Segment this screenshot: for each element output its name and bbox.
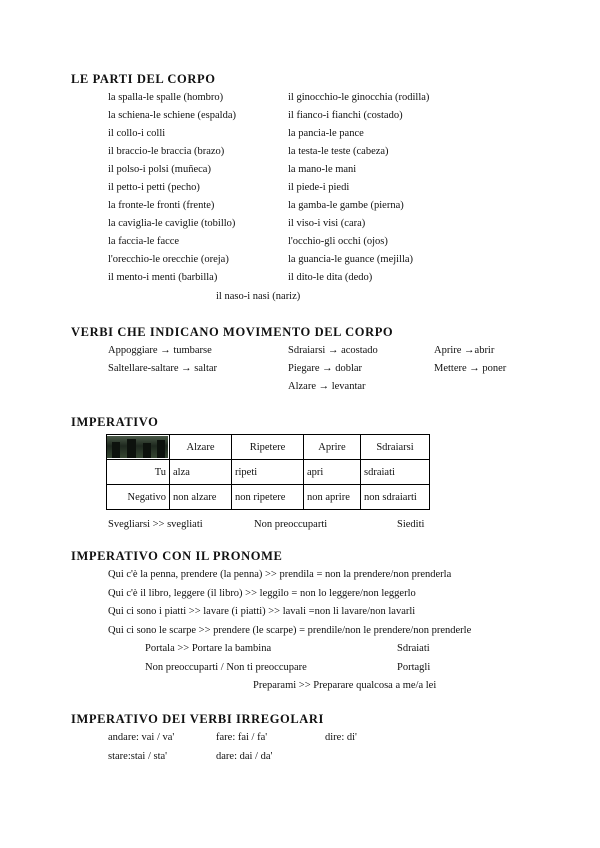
irregular-verb: fare: fai / fa' — [216, 732, 268, 743]
movement-verb: Alzare → levantar — [288, 381, 366, 392]
row-label: Tu — [107, 460, 170, 485]
list-item: la gamba-le gambe (pierna) — [288, 200, 404, 211]
imperative-note: Non preoccuparti — [254, 519, 328, 530]
list-item: il petto-i petti (pecho) — [108, 182, 200, 193]
table-header: Alzare — [170, 435, 232, 460]
irregular-verb: stare:stai / sta' — [108, 751, 168, 762]
table-row — [107, 460, 430, 485]
section-heading-imperative: IMPERATIVO — [71, 415, 159, 429]
imperative-note: Svegliarsi >> svegliati — [108, 519, 203, 530]
table-cell: non aprire — [304, 485, 361, 510]
list-item: la spalla-le spalle (hombro) — [108, 92, 224, 103]
list-item: la fronte-le fronti (frente) — [108, 200, 215, 211]
table-row — [107, 435, 430, 460]
list-item: il piede-i piedi — [288, 182, 350, 193]
table-image-cell — [107, 435, 170, 460]
pronoun-example: Preparami >> Preparare qualcosa a me/a lei — [253, 680, 437, 691]
list-item: la mano-le mani — [288, 164, 357, 175]
list-item: il dito-le dita (dedo) — [288, 272, 373, 283]
movement-verb: Mettere → poner — [434, 363, 507, 374]
irregular-verb: dire: di' — [325, 732, 357, 743]
movement-verb: Piegare → doblar — [288, 363, 363, 374]
table-header: Sdraiarsi — [361, 435, 430, 460]
table-cell: alza — [170, 460, 232, 485]
pronoun-example: Qui ci sono i piatti >> lavare (i piatti) >> lavali =non li lavare/non lavarli — [108, 606, 416, 617]
table-row — [107, 485, 430, 510]
table-cell: non sdraiarti — [361, 485, 430, 510]
body-parts-center-item: il naso-i nasi (nariz) — [216, 291, 301, 302]
list-item: il viso-i visi (cara) — [288, 218, 366, 229]
section-heading-irregular: IMPERATIVO DEI VERBI IRREGOLARI — [71, 712, 324, 726]
row-label: Negativo — [107, 485, 170, 510]
list-item: il polso-i polsi (muñeca) — [108, 164, 211, 175]
imperative-table — [106, 434, 430, 510]
imperative-note: Siediti — [397, 519, 425, 530]
list-item: la faccia-le facce — [108, 236, 180, 247]
table-cell: non alzare — [170, 485, 232, 510]
list-item: la pancia-le pance — [288, 128, 364, 139]
list-item: la schiena-le schiene (espalda) — [108, 110, 236, 121]
table-cell: apri — [304, 460, 361, 485]
pronoun-example: Qui ci sono le scarpe >> prendere (le scarpe) = prendile/non le prendere/non prenderle — [108, 625, 472, 636]
list-item: il ginocchio-le ginocchia (rodilla) — [288, 92, 430, 103]
pronoun-example: Portagli — [397, 662, 431, 673]
pronoun-example: Qui c'è il libro, leggere (il libro) >> leggilo = non lo leggere/non leggerlo — [108, 588, 416, 599]
section-heading-pronoun: IMPERATIVO CON IL PRONOME — [71, 549, 283, 563]
section-heading-body-parts: LE PARTI DEL CORPO — [71, 72, 216, 86]
list-item: il mento-i menti (barbilla) — [108, 272, 218, 283]
list-item: il braccio-le braccia (brazo) — [108, 146, 225, 157]
photo-thumbnail-icon — [107, 436, 168, 458]
list-item: la guancia-le guance (mejilla) — [288, 254, 414, 265]
table-header: Ripetere — [232, 435, 304, 460]
list-item: la caviglia-le caviglie (tobillo) — [108, 218, 236, 229]
movement-verb: Saltellare-saltare → saltar — [108, 363, 218, 374]
table-cell: ripeti — [232, 460, 304, 485]
pronoun-example: Non preoccuparti / Non ti preoccupare — [145, 662, 307, 673]
list-item: il collo-i colli — [108, 128, 166, 139]
pronoun-example: Portala >> Portare la bambina — [145, 643, 272, 654]
list-item: la testa-le teste (cabeza) — [288, 146, 389, 157]
list-item: il fianco-i fianchi (costado) — [288, 110, 403, 121]
section-heading-movement: VERBI CHE INDICANO MOVIMENTO DEL CORPO — [71, 325, 394, 339]
movement-verb: Aprire →abrir — [434, 345, 495, 356]
movement-verb: Appoggiare → tumbarse — [108, 345, 212, 356]
table-cell: sdraiati — [361, 460, 430, 485]
table-header: Aprire — [304, 435, 361, 460]
pronoun-example: Qui c'è la penna, prendere (la penna) >> prendila = non la prendere/non prenderla — [108, 569, 452, 580]
table-cell: non ripetere — [232, 485, 304, 510]
list-item: l'occhio-gli occhi (ojos) — [288, 236, 388, 247]
pronoun-example: Sdraiati — [397, 643, 430, 654]
irregular-verb: dare: dai / da' — [216, 751, 273, 762]
list-item: l'orecchio-le orecchie (oreja) — [108, 254, 229, 265]
movement-verb: Sdraiarsi → acostado — [288, 345, 378, 356]
irregular-verb: andare: vai / va' — [108, 732, 175, 743]
